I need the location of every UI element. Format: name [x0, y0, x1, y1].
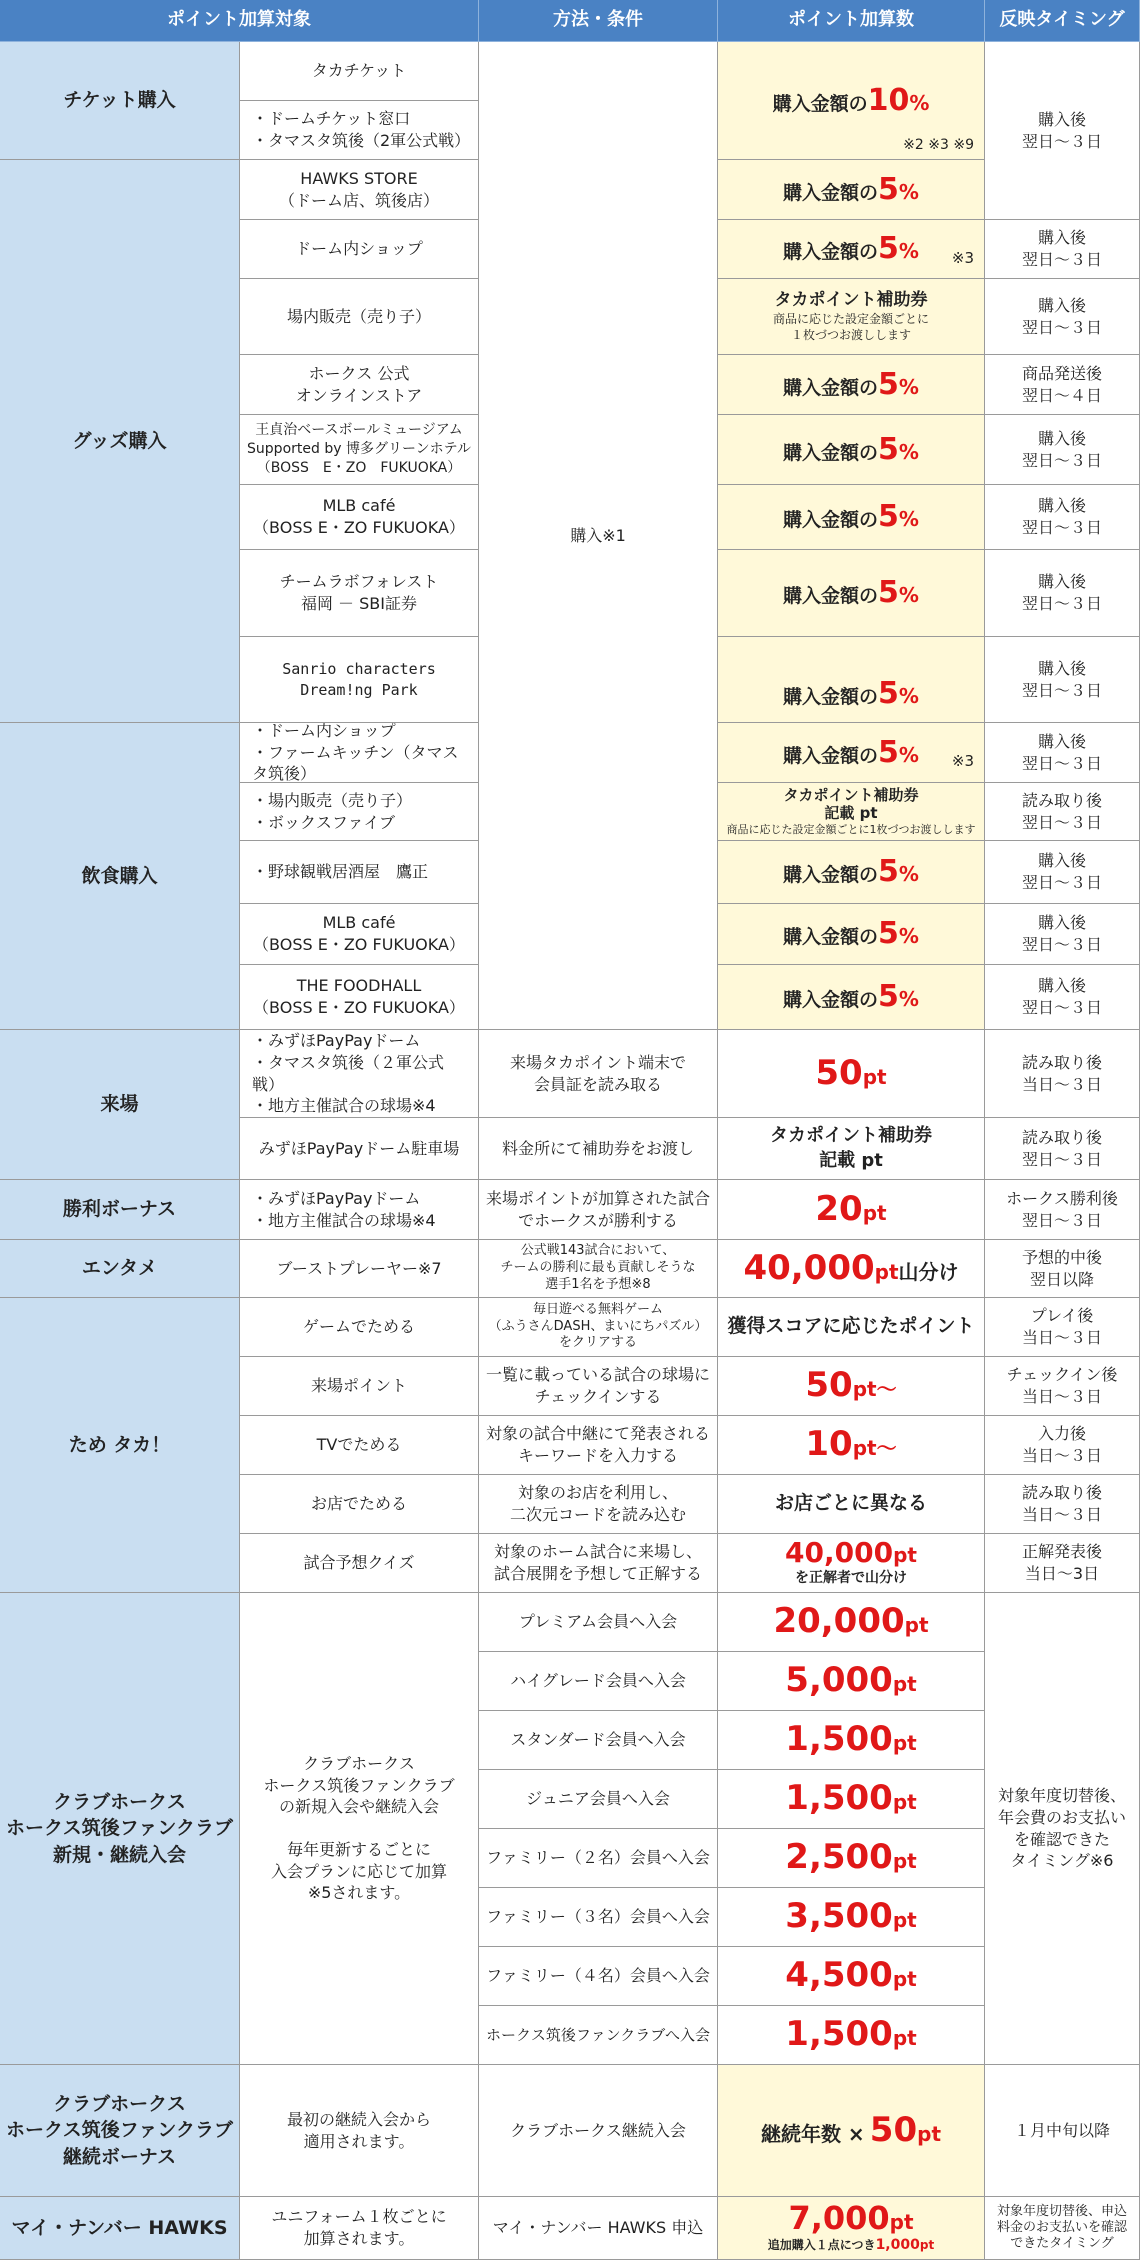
club-plan: ファミリー（４名）会員へ入会 [479, 1947, 718, 2006]
mynum-description: ユニフォーム１枚ごとに 加算されます。 [240, 2197, 479, 2260]
club-description: クラブホークス ホークス筑後ファンクラブ の新規入会や継続入会 毎年更新するごとに 入会プランに応じて加算 ※5されます。 [240, 1593, 479, 2065]
club-points [718, 1593, 985, 1652]
points-unit: pt [892, 1672, 917, 1697]
points-text: お店ごとに異なる [774, 1492, 927, 1515]
header-method: 方法・条件 [479, 0, 718, 42]
tame-timing: チェックイン後 当日～３日 [985, 1357, 1140, 1416]
points-value: 1,500 [785, 1719, 893, 1760]
goods-row-name: HAWKS STORE （ドーム店、筑後店） [240, 160, 479, 220]
food-row-name: MLB café （BOSS E・ZO FUKUOKA） [240, 904, 479, 965]
tame-timing: 読み取り後 当日～３日 [985, 1475, 1140, 1534]
points-sub-unit: pt [919, 2237, 935, 2252]
points-unit: pt [892, 1908, 917, 1933]
points-prefix: 購入金額の [783, 744, 879, 767]
points-prefix: 購入金額の [783, 441, 879, 464]
tame-row-name: 来場ポイント [240, 1357, 479, 1416]
ticket-row-name: タカチケット [240, 42, 479, 101]
enta-row-name: ブーストプレーヤー※7 [240, 1240, 479, 1298]
category-tame-taka: ため タカ！ [0, 1298, 240, 1593]
goods-row-name: Sanrio characters Dream!ng Park [240, 637, 479, 723]
points-unit: % [898, 742, 919, 767]
club-points [718, 1947, 985, 2006]
points-value: 50 [805, 1365, 853, 1406]
enta-points [718, 1240, 985, 1298]
food-points [718, 783, 985, 841]
points-value: 5 [878, 979, 899, 1015]
tame-method: 対象のホーム試合に来場し、 試合展開を予想して正解する [479, 1534, 718, 1593]
goods-row-name: チームラボフォレスト 福岡 － SBI証券 [240, 550, 479, 637]
tame-points [718, 1357, 985, 1416]
points-value: 5 [878, 171, 899, 207]
points-value: 5,000 [785, 1660, 893, 1701]
club-timing: 対象年度切替後、 年会費のお支払い を確認できた タイミング※6 [985, 1593, 1140, 2065]
club-points [718, 1888, 985, 1947]
club-plan: プレミアム会員へ入会 [479, 1593, 718, 1652]
header-timing: 反映タイミング [985, 0, 1140, 42]
category-food: 飲食購入 [0, 723, 240, 1030]
tame-method: 対象のお店を利用し、 二次元コードを読み込む [479, 1475, 718, 1534]
food-points [718, 723, 985, 783]
points-value: 5 [878, 575, 899, 611]
points-unit: % [898, 583, 919, 608]
points-sub: を正解者で山分け [795, 1570, 907, 1587]
points-prefix: 継続年数 × [760, 2121, 865, 2146]
coupon-sub: 商品に応じた設定金額ごとに1枚づつお渡しします [726, 823, 976, 837]
timing-ticket-store: 購入後 翌日～３日 [985, 42, 1140, 220]
points-unit: pt [892, 1731, 917, 1756]
enta-timing: 予想的中後 翌日以降 [985, 1240, 1140, 1298]
category-ticket: チケット購入 [0, 42, 240, 160]
points-value: 50 [869, 2109, 918, 2150]
points-unit: pt [892, 1849, 917, 1874]
header-points: ポイント加算数 [718, 0, 985, 42]
points-prefix: 購入金額の [783, 926, 879, 949]
points-unit: % [898, 683, 919, 708]
goods-timing: 購入後 翌日～３日 [985, 415, 1140, 485]
points-value: 5 [878, 916, 899, 952]
club-points [718, 2006, 985, 2065]
points-unit: pt [904, 1613, 929, 1638]
goods-points [718, 355, 985, 415]
goods-row-name: 王貞治ベースボールミュージアム Supported by 博多グリーンホテル （BOSS E・ZO FUKUOKA） [240, 415, 479, 485]
points-prefix: 購入金額の [783, 509, 879, 532]
win-method: 来場ポイントが加算された試合 でホークスが勝利する [479, 1180, 718, 1240]
points-suffix: 山分け [898, 1259, 959, 1284]
points-note: ※3 [951, 752, 974, 771]
food-row-name: ・場内販売（売り子） ・ボックスファイブ [240, 783, 479, 841]
visit-timing: 読み取り後 当日～３日 [985, 1030, 1140, 1118]
points-prefix: 購入金額の [783, 685, 879, 708]
points-value: 7,000 [788, 2198, 890, 2237]
food-timing: 購入後 翌日～３日 [985, 904, 1140, 965]
points-value: 5 [878, 499, 899, 535]
points-unit: pt [917, 2121, 942, 2146]
ticket-points [718, 42, 985, 160]
points-unit: pt [892, 1967, 917, 1992]
tame-method: 一覧に載っている試合の球場に チェックインする [479, 1357, 718, 1416]
food-points [718, 841, 985, 904]
club-plan: ホークス筑後ファンクラブへ入会 [479, 2006, 718, 2065]
points-prefix: 購入金額の [783, 376, 879, 399]
tame-points [718, 1298, 985, 1357]
points-unit: % [898, 179, 919, 204]
points-unit: pt [893, 1543, 917, 1568]
points-value: 5 [878, 366, 899, 402]
goods-timing: 購入後 翌日～３日 [985, 637, 1140, 723]
goods-row-name: ホークス 公式 オンラインストア [240, 355, 479, 415]
points-note: ※3 [951, 248, 974, 267]
category-my-number-hawks: マイ・ナンバー HAWKS [0, 2197, 240, 2260]
visit-method: 来場タカポイント端末で 会員証を読み取る [479, 1030, 718, 1118]
category-goods: グッズ購入 [0, 160, 240, 723]
points-value: 5 [878, 231, 899, 267]
points-value: 5 [878, 734, 899, 770]
club-plan: スタンダード会員へ入会 [479, 1711, 718, 1770]
tame-points [718, 1534, 985, 1593]
points-unit: % [898, 507, 919, 532]
food-row-name: ・野球観戦居酒屋 鷹正 [240, 841, 479, 904]
food-points [718, 965, 985, 1030]
food-timing: 購入後 翌日～３日 [985, 965, 1140, 1030]
tame-timing: 入力後 当日～３日 [985, 1416, 1140, 1475]
mynum-method: マイ・ナンバー HAWKS 申込 [479, 2197, 718, 2260]
visit-timing: 読み取り後 翌日～３日 [985, 1118, 1140, 1180]
tame-timing: 正解発表後 当日～3日 [985, 1534, 1140, 1593]
goods-row-name: MLB café （BOSS E・ZO FUKUOKA） [240, 485, 479, 550]
points-unit: % [898, 374, 919, 399]
food-row-name: THE FOODHALL （BOSS E・ZO FUKUOKA） [240, 965, 479, 1030]
club-plan: ファミリー（３名）会員へ入会 [479, 1888, 718, 1947]
points-prefix: 購入金額の [783, 585, 879, 608]
category-club-hawks: クラブホークス ホークス筑後ファンクラブ 新規・継続入会 [0, 1593, 240, 2065]
win-timing: ホークス勝利後 翌日～３日 [985, 1180, 1140, 1240]
points-unit: % [898, 862, 919, 887]
visit-row-name: みずほPayPayドーム駐車場 [240, 1118, 479, 1180]
tame-method: 毎日遊べる無料ゲーム （ふうさんDASH、まいにちパズル） をクリアする [479, 1298, 718, 1357]
points-text: 獲得スコアに応じたポイント [727, 1315, 975, 1338]
enta-method: 公式戦143試合において、 チームの勝利に最も貢献しそうな 選手1名を予想※8 [479, 1240, 718, 1298]
goods-points [718, 160, 985, 220]
bonus-method: クラブホークス継続入会 [479, 2065, 718, 2197]
purchase-method: 購入※1 [479, 42, 718, 1030]
goods-timing: 購入後 翌日～３日 [985, 279, 1140, 355]
points-text: タカポイント補助券 記載 pt [770, 1125, 932, 1171]
category-entertainment: エンタメ [0, 1240, 240, 1298]
tame-points [718, 1475, 985, 1534]
points-unit: % [909, 90, 930, 115]
points-prefix: 購入金額の [783, 864, 879, 887]
win-points [718, 1180, 985, 1240]
club-plan: ファミリー（２名）会員へ入会 [479, 1829, 718, 1888]
food-points [718, 904, 985, 965]
goods-points [718, 550, 985, 637]
win-row-name: ・みずほPayPayドーム ・地方主催試合の球場※4 [240, 1180, 479, 1240]
points-value: 5 [878, 675, 899, 711]
points-unit: pt～ [852, 1436, 897, 1461]
points-value: 20,000 [773, 1601, 905, 1642]
points-value: 50 [815, 1052, 863, 1093]
points-note: ※2 ※3 ※9 [903, 137, 974, 154]
club-plan: ジュニア会員へ入会 [479, 1770, 718, 1829]
points-unit: pt～ [852, 1377, 897, 1402]
club-plan: ハイグレード会員へ入会 [479, 1652, 718, 1711]
club-points [718, 1829, 985, 1888]
points-value: 3,500 [785, 1896, 893, 1937]
points-unit: pt [892, 1790, 917, 1815]
points-value: 10 [867, 82, 910, 118]
bonus-timing: １月中旬以降 [985, 2065, 1140, 2197]
goods-points [718, 220, 985, 279]
points-unit: pt [862, 1064, 887, 1089]
category-win-bonus: 勝利ボーナス [0, 1180, 240, 1240]
food-timing: 読み取り後 翌日～３日 [985, 783, 1140, 841]
visit-row-name: ・みずほPayPayドーム ・タマスタ筑後（２軍公式戦） ・地方主催試合の球場※4 [240, 1030, 479, 1118]
points-unit: pt [892, 2026, 917, 2051]
goods-timing: 商品発送後 翌日～４日 [985, 355, 1140, 415]
tame-row-name: お店でためる [240, 1475, 479, 1534]
points-unit: % [898, 987, 919, 1012]
points-value: 5 [878, 431, 899, 467]
points-prefix: 購入金額の [783, 241, 879, 264]
coupon-sub: 商品に応じた設定金額ごとに １枚づつお渡しします [772, 312, 929, 342]
points-value: 2,500 [785, 1837, 893, 1878]
points-prefix: 購入金額の [783, 181, 879, 204]
points-value: 40,000 [743, 1247, 875, 1288]
club-points [718, 1711, 985, 1770]
coupon-title: タカポイント補助券 記載 pt [783, 785, 919, 823]
mynum-timing: 対象年度切替後、申込 料金のお支払いを確認 できたタイミング [985, 2197, 1140, 2260]
goods-row-name: ドーム内ショップ [240, 220, 479, 279]
tame-row-name: TVでためる [240, 1416, 479, 1475]
header-target: ポイント加算対象 [0, 0, 479, 42]
ticket-row-name: ・ドームチケット窓口 ・タマスタ筑後（2軍公式戦） [240, 101, 479, 160]
club-points [718, 1652, 985, 1711]
club-points [718, 1770, 985, 1829]
points-unit: pt [862, 1200, 887, 1225]
points-unit: % [898, 924, 919, 949]
points-value: 40,000 [785, 1536, 894, 1570]
points-prefix: 購入金額の [783, 989, 879, 1012]
goods-timing: 購入後 翌日～３日 [985, 550, 1140, 637]
coupon-title: タカポイント補助券 [774, 290, 928, 311]
points-unit: pt [874, 1259, 899, 1284]
points-value: 1,500 [785, 2014, 893, 2055]
points-value: 1,500 [785, 1778, 893, 1819]
points-value: 5 [878, 854, 899, 890]
points-unit: pt [889, 2209, 914, 2234]
goods-points [718, 279, 985, 355]
visit-points [718, 1118, 985, 1180]
mynum-points [718, 2197, 985, 2260]
goods-timing: 購入後 翌日～３日 [985, 485, 1140, 550]
goods-points [718, 485, 985, 550]
tame-timing: プレイ後 当日～３日 [985, 1298, 1140, 1357]
points-sub-value: 1,000 [875, 2236, 920, 2253]
bonus-description: 最初の継続入会から 適用されます。 [240, 2065, 479, 2197]
points-value: 10 [805, 1424, 853, 1465]
points-prefix: 購入金額の [772, 92, 868, 115]
goods-points [718, 415, 985, 485]
points-unit: % [898, 239, 919, 264]
goods-row-name: 場内販売（売り子） [240, 279, 479, 355]
tame-points [718, 1416, 985, 1475]
food-row-name: ・ドーム内ショップ ・ファームキッチン（タマスタ筑後） [240, 723, 479, 783]
goods-points [718, 637, 985, 723]
food-timing: 購入後 翌日～３日 [985, 841, 1140, 904]
visit-points [718, 1030, 985, 1118]
points-value: 4,500 [785, 1955, 893, 1996]
points-unit: % [898, 439, 919, 464]
visit-method: 料金所にて補助券をお渡し [479, 1118, 718, 1180]
food-timing: 購入後 翌日～３日 [985, 723, 1140, 783]
category-continuation-bonus: クラブホークス ホークス筑後ファンクラブ 継続ボーナス [0, 2065, 240, 2197]
points-sub-prefix: 追加購入１点につき [767, 2237, 876, 2252]
bonus-points [718, 2065, 985, 2197]
tame-row-name: 試合予想クイズ [240, 1534, 479, 1593]
tame-method: 対象の試合中継にて発表される キーワードを入力する [479, 1416, 718, 1475]
category-visit: 来場 [0, 1030, 240, 1180]
points-value: 20 [815, 1188, 863, 1229]
goods-timing: 購入後 翌日～３日 [985, 220, 1140, 279]
tame-row-name: ゲームでためる [240, 1298, 479, 1357]
